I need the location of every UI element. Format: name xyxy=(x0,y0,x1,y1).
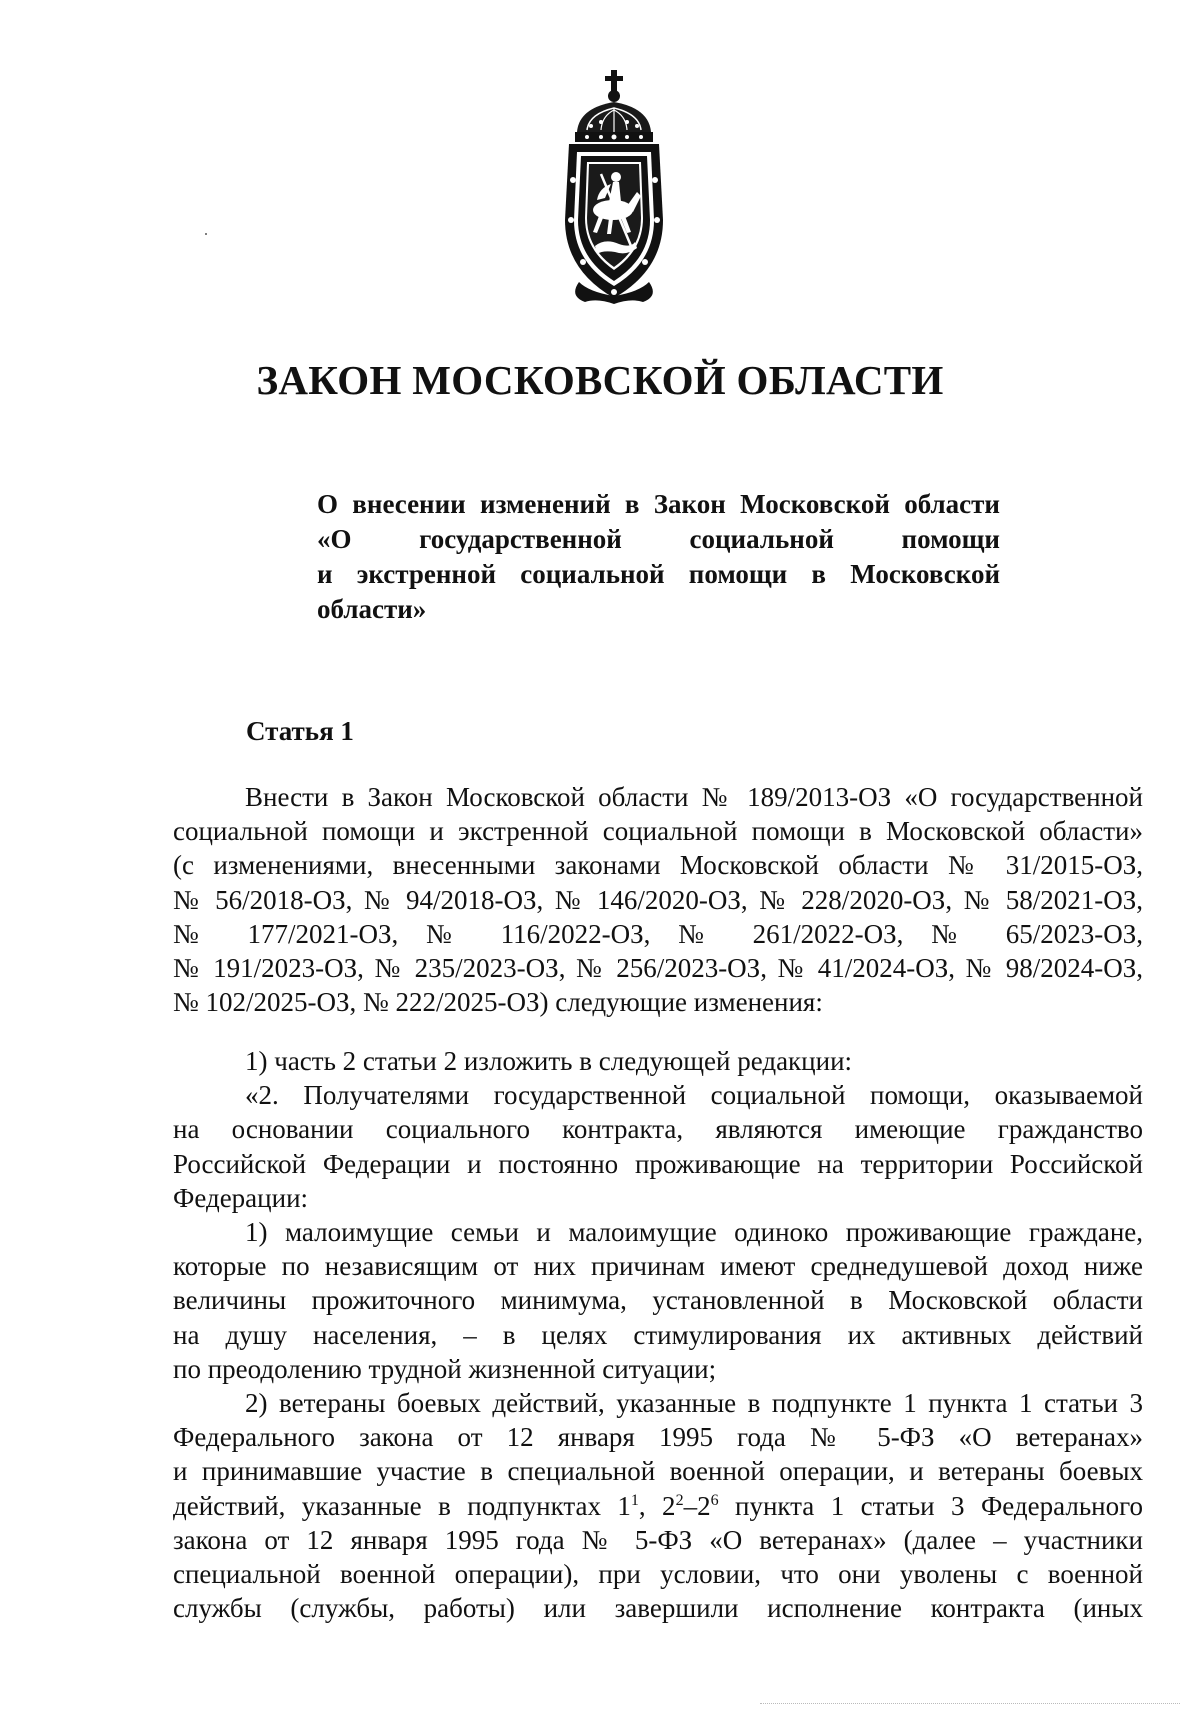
moscow-oblast-coat-of-arms-icon xyxy=(539,70,689,310)
text-line: № 191/2023-ОЗ, № 235/2023-ОЗ, № 256/2023-ОЗ, № 41/2024-ОЗ, № 98/2024-ОЗ, xyxy=(173,953,1143,984)
text-line: на душу населения, – в целях стимулирования их активных действий xyxy=(173,1319,1143,1350)
law-subject xyxy=(317,487,1000,627)
text-line: на основании социального контракта, являются имеющие гражданство xyxy=(173,1114,1143,1145)
text-line: службы (службы, работы) или завершили исполнение контракта (иных xyxy=(173,1593,1143,1624)
superscript: 2 xyxy=(675,1491,684,1509)
subject-line: О внесении изменений в Закон Московской области xyxy=(317,489,1000,519)
text-line: величины прожиточного минимума, установленной в Московской области xyxy=(173,1285,1143,1316)
text-line: Федерального закона от 12 января 1995 года № 5-ФЗ «О ветеранах» xyxy=(173,1422,1143,1453)
text-line: и принимавшие участие в специальной военной операции, и ветераны боевых xyxy=(173,1456,1143,1487)
amendment-item-1 xyxy=(173,1044,1143,1625)
text-line: Российской Федерации и постоянно проживающие на территории Российской xyxy=(173,1148,1143,1179)
text-line: 1) малоимущие семьи и малоимущие одиноко проживающие граждане, xyxy=(245,1217,1143,1248)
text-line: по преодолению трудной жизненной ситуации; xyxy=(173,1353,717,1384)
text-fragment: пункта 1 статьи 3 Федерального xyxy=(718,1490,1143,1521)
scan-artifact-line xyxy=(760,1703,1180,1708)
subject-line: области» xyxy=(317,594,427,624)
text-line: социальной помощи и экстренной социальной помощи в Московской области» xyxy=(173,816,1143,847)
text-fragment: –2 xyxy=(683,1490,711,1521)
text-line: которые по независящим от них причинам имеют среднедушевой доход ниже xyxy=(173,1251,1143,1282)
superscript: 1 xyxy=(630,1491,639,1509)
text-line: 1) часть 2 статьи 2 изложить в следующей редакции: xyxy=(245,1046,853,1076)
text-line: закона от 12 января 1995 года № 5-ФЗ «О ветеранах» (далее – участники xyxy=(173,1524,1143,1555)
text-line-with-superscripts xyxy=(173,1489,1143,1523)
text-line: № 177/2021-ОЗ, № 116/2022-ОЗ, № 261/2022-ОЗ, № 65/2023-ОЗ, xyxy=(173,918,1143,949)
text-line: (с изменениями, внесенными законами Московской области № 31/2015-ОЗ, xyxy=(173,850,1143,881)
text-fragment: действий, указанные в подпунктах 1 xyxy=(173,1490,631,1521)
subject-line: и экстренной социальной помощи в Московской xyxy=(317,559,1000,589)
article-paragraph-intro xyxy=(173,780,1143,1019)
text-fragment: , 2 xyxy=(638,1490,676,1521)
text-line: Федерации: xyxy=(173,1182,309,1213)
superscript: 6 xyxy=(710,1491,719,1509)
text-line: № 102/2025-ОЗ, № 222/2025-ОЗ) следующие изменения: xyxy=(173,987,823,1018)
text-line: Внести в Закон Московской области № 189/2013-ОЗ «О государственной xyxy=(245,782,1143,812)
text-line: 2) ветераны боевых действий, указанные в подпункте 1 пункта 1 статьи 3 xyxy=(245,1388,1143,1419)
text-line: специальной военной операции), при условии, что они уволены с военной xyxy=(173,1559,1143,1590)
document-title: ЗАКОН МОСКОВСКОЙ ОБЛАСТИ xyxy=(256,357,944,403)
article-heading: Статья 1 xyxy=(246,716,354,746)
text-line: № 56/2018-ОЗ, № 94/2018-ОЗ, № 146/2020-ОЗ, № 228/2020-ОЗ, № 58/2021-ОЗ, xyxy=(173,884,1143,915)
scan-speck xyxy=(205,233,207,235)
subject-line: «О государственной социальной помощи xyxy=(317,524,1000,554)
text-line: «2. Получателями государственной социальной помощи, оказываемой xyxy=(245,1080,1143,1111)
